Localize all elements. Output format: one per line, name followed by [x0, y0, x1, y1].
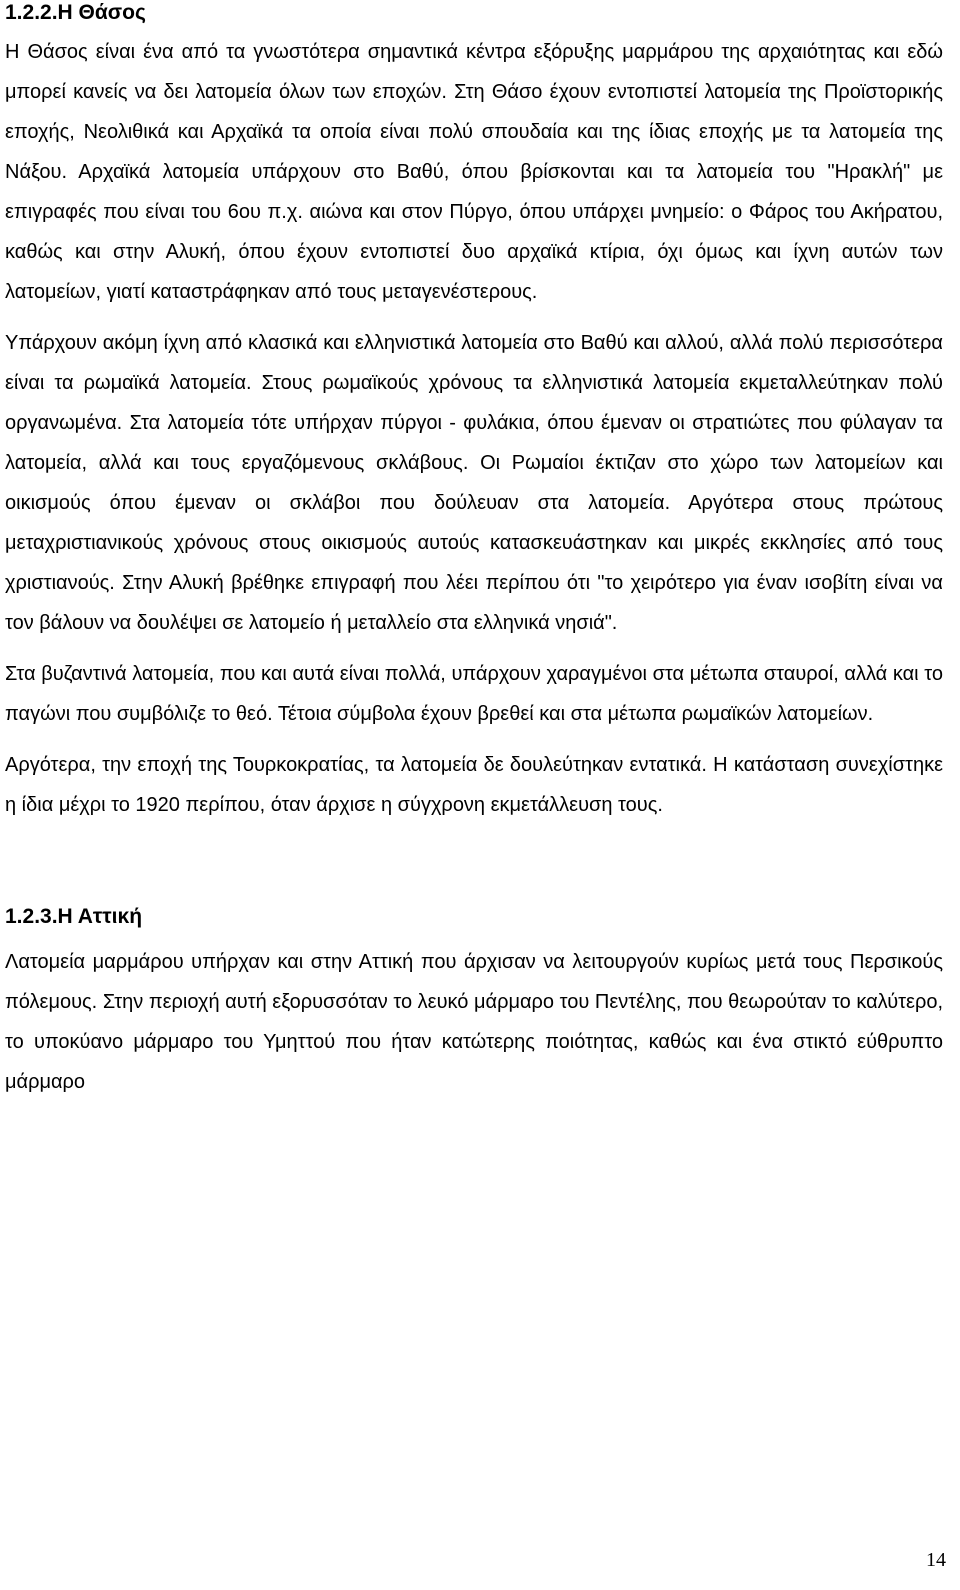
document-page — [5, 0, 943, 1113]
paragraph-thasos-4: Αργότερα, την εποχή της Τουρκοκρατίας, τα λατομεία δε δουλεύτηκαν εντατικά. Η κατάσταση συνεχίστηκε η ίδια μέχρι το 1920 περίπου, όταν άρχισε η σύγχρονη εκμετάλλευση τους. — [5, 754, 943, 816]
section-heading-attiki: 1.2.3.Η Αττική — [5, 905, 143, 928]
paragraph-attiki-1: Λατομεία μαρμάρου υπήρχαν και στην Αττική που άρχισαν να λειτουργούν κυρίως μετά τους Περσικούς πόλεμους. Στην περιοχή αυτή εξορυσσόταν το λευκό μάρμαρο του Πεντέλης, που θεωρούταν το καλύτερο, το υποκύανο μάρμαρο του Υμηττού που ήταν κατώτερης ποιότητας, καθώς και ένα στικτό εύθρυπτο μάρμαρο — [5, 951, 943, 1093]
paragraph-thasos-1: Η Θάσος είναι ένα από τα γνωστότερα σημαντικά κέντρα εξόρυξης μαρμάρου της αρχαιότητας και εδώ μπορεί κανείς να δει λατομεία όλων των εποχών. Στη Θάσο έχουν εντοπιστεί λατομεία της Προϊστορικής εποχής, Νεολιθικά και Αρχαϊκά τα οποία είναι πολύ σπουδαία και της ίδιας εποχής με τα λατομεία της Νάξου. Αρχαϊκά λατομεία υπάρχουν στο Βαθύ, όπου βρίσκονται και τα λατομεία του "Ηρακλή" με επιγραφές που είναι του 6ου π.χ. αιώνα και στον Πύργο, όπου υπάρχει μνημείο: ο Φάρος του Ακήρατου, καθώς και στην Αλυκή, όπου έχουν εντοπιστεί δυο αρχαϊκά κτίρια, όχι όμως και ίχνη αυτών των λατομείων, γιατί καταστράφηκαν από τους μεταγενέστερους. — [5, 41, 943, 303]
paragraph-thasos-3: Στα βυζαντινά λατομεία, που και αυτά είναι πολλά, υπάρχουν χαραγμένοι στα μέτωπα σταυροί, αλλά και το παγώνι που συμβόλιζε το θεό. Τέτοια σύμβολα έχουν βρεθεί και στα μέτωπα ρωμαϊκών λατομείων. — [5, 663, 943, 725]
section-heading-thasos: 1.2.2.Η Θάσος — [5, 1, 146, 24]
page-number: 14 — [926, 1549, 946, 1571]
paragraph-thasos-2: Υπάρχουν ακόμη ίχνη από κλασικά και ελληνιστικά λατομεία στο Βαθύ και αλλού, αλλά πολύ περισσότερα είναι τα ρωμαϊκά λατομεία. Στους ρωμαϊκούς χρόνους τα ελληνιστικά λατομεία εκμεταλλεύτηκαν πολύ οργανωμένα. Στα λατομεία τότε υπήρχαν πύργοι - φυλάκια, όπου έμεναν οι στρατιώτες που φύλαγαν τα λατομεία, αλλά και τους εργαζόμενους σκλάβους. Οι Ρωμαίοι έκτιζαν στο χώρο των λατομείων και οικισμούς όπου έμεναν οι σκλάβοι που δούλευαν στα λατομεία. Αργότερα στους πρώτους μεταχριστιανικούς χρόνους στους οικισμούς αυτούς κατασκευάστηκαν και μικρές εκκλησίες από τους χριστιανούς. Στην Αλυκή βρέθηκε επιγραφή που λέει περίπου ότι "το χειρότερο για έναν ισοβίτη είναι να τον βάλουν να δουλέψει σε λατομείο ή μεταλλείο στα ελληνικά νησιά". — [5, 332, 943, 634]
